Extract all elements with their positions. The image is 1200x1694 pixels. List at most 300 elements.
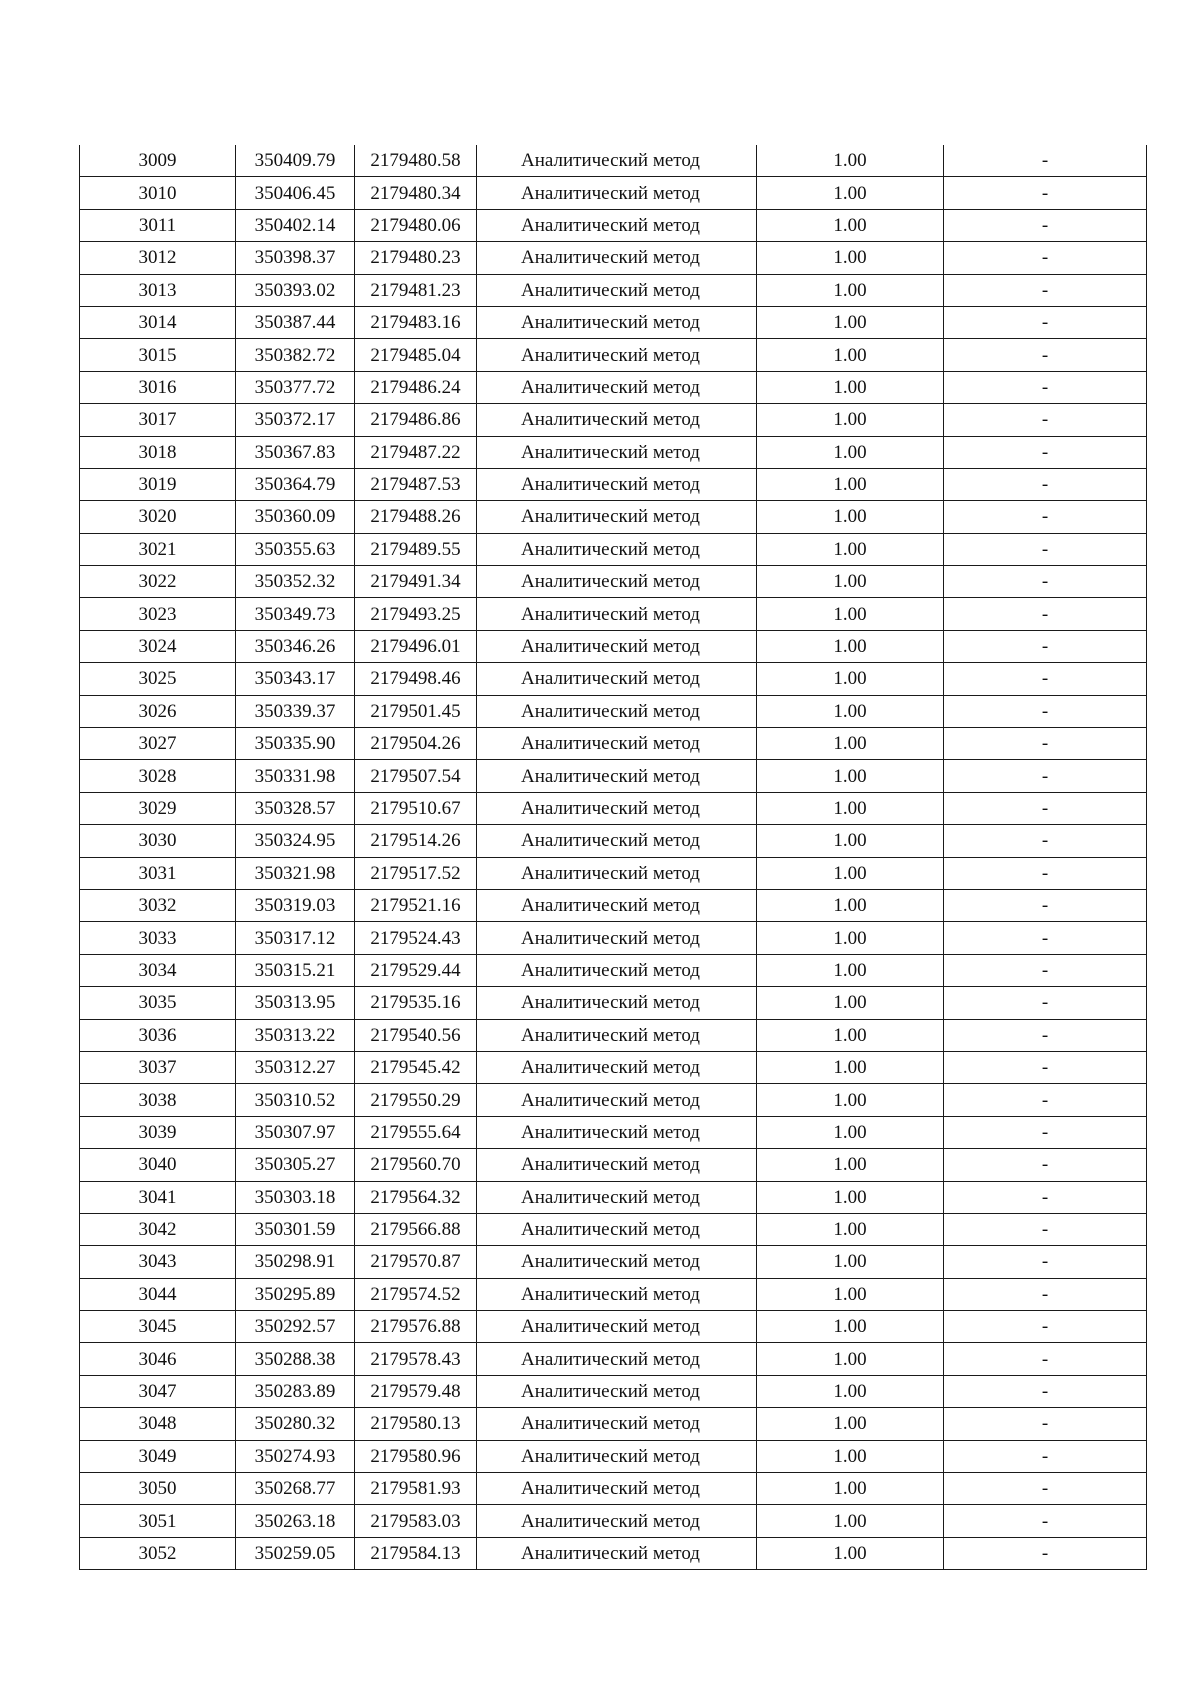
accuracy-cell: 1.00 [757, 436, 944, 468]
x-coordinate-cell: 350307.97 [236, 1116, 355, 1148]
y-coordinate-cell: 2179580.96 [355, 1440, 477, 1472]
table-row [80, 1505, 1147, 1537]
point-number-cell: 3015 [80, 339, 236, 371]
method-cell: Аналитический метод [477, 1149, 757, 1181]
accuracy-cell: 1.00 [757, 663, 944, 695]
method-cell: Аналитический метод [477, 501, 757, 533]
x-coordinate-cell: 350346.26 [236, 630, 355, 662]
point-number-cell: 3047 [80, 1375, 236, 1407]
note-cell: - [944, 339, 1147, 371]
x-coordinate-cell: 350268.77 [236, 1473, 355, 1505]
note-cell: - [944, 1343, 1147, 1375]
point-number-cell: 3026 [80, 695, 236, 727]
x-coordinate-cell: 350372.17 [236, 404, 355, 436]
method-cell: Аналитический метод [477, 436, 757, 468]
x-coordinate-cell: 350298.91 [236, 1246, 355, 1278]
x-coordinate-cell: 350310.52 [236, 1084, 355, 1116]
accuracy-cell: 1.00 [757, 274, 944, 306]
method-cell: Аналитический метод [477, 177, 757, 209]
accuracy-cell: 1.00 [757, 468, 944, 500]
x-coordinate-cell: 350382.72 [236, 339, 355, 371]
point-number-cell: 3021 [80, 533, 236, 565]
y-coordinate-cell: 2179480.58 [355, 145, 477, 177]
accuracy-cell: 1.00 [757, 1019, 944, 1051]
method-cell: Аналитический метод [477, 825, 757, 857]
point-number-cell: 3040 [80, 1149, 236, 1181]
note-cell: - [944, 792, 1147, 824]
note-cell: - [944, 274, 1147, 306]
accuracy-cell: 1.00 [757, 857, 944, 889]
point-number-cell: 3038 [80, 1084, 236, 1116]
note-cell: - [944, 436, 1147, 468]
table-row [80, 1084, 1147, 1116]
point-number-cell: 3014 [80, 306, 236, 338]
accuracy-cell: 1.00 [757, 792, 944, 824]
x-coordinate-cell: 350343.17 [236, 663, 355, 695]
table-row [80, 954, 1147, 986]
y-coordinate-cell: 2179486.86 [355, 404, 477, 436]
point-number-cell: 3052 [80, 1537, 236, 1569]
point-number-cell: 3016 [80, 371, 236, 403]
point-number-cell: 3042 [80, 1213, 236, 1245]
method-cell: Аналитический метод [477, 663, 757, 695]
method-cell: Аналитический метод [477, 1343, 757, 1375]
note-cell: - [944, 1051, 1147, 1083]
y-coordinate-cell: 2179576.88 [355, 1311, 477, 1343]
point-number-cell: 3010 [80, 177, 236, 209]
point-number-cell: 3013 [80, 274, 236, 306]
method-cell: Аналитический метод [477, 1440, 757, 1472]
table-row [80, 566, 1147, 598]
y-coordinate-cell: 2179488.26 [355, 501, 477, 533]
y-coordinate-cell: 2179529.44 [355, 954, 477, 986]
method-cell: Аналитический метод [477, 695, 757, 727]
x-coordinate-cell: 350313.95 [236, 987, 355, 1019]
note-cell: - [944, 825, 1147, 857]
point-number-cell: 3024 [80, 630, 236, 662]
y-coordinate-cell: 2179498.46 [355, 663, 477, 695]
table-row [80, 404, 1147, 436]
method-cell: Аналитический метод [477, 566, 757, 598]
accuracy-cell: 1.00 [757, 825, 944, 857]
table-row [80, 663, 1147, 695]
x-coordinate-cell: 350328.57 [236, 792, 355, 824]
accuracy-cell: 1.00 [757, 1149, 944, 1181]
y-coordinate-cell: 2179560.70 [355, 1149, 477, 1181]
accuracy-cell: 1.00 [757, 339, 944, 371]
method-cell: Аналитический метод [477, 1375, 757, 1407]
method-cell: Аналитический метод [477, 1181, 757, 1213]
note-cell: - [944, 371, 1147, 403]
y-coordinate-cell: 2179540.56 [355, 1019, 477, 1051]
method-cell: Аналитический метод [477, 404, 757, 436]
point-number-cell: 3011 [80, 209, 236, 241]
point-number-cell: 3049 [80, 1440, 236, 1472]
point-number-cell: 3022 [80, 566, 236, 598]
method-cell: Аналитический метод [477, 728, 757, 760]
note-cell: - [944, 598, 1147, 630]
note-cell: - [944, 468, 1147, 500]
accuracy-cell: 1.00 [757, 566, 944, 598]
method-cell: Аналитический метод [477, 468, 757, 500]
method-cell: Аналитический метод [477, 1213, 757, 1245]
note-cell: - [944, 695, 1147, 727]
accuracy-cell: 1.00 [757, 1537, 944, 1569]
y-coordinate-cell: 2179496.01 [355, 630, 477, 662]
method-cell: Аналитический метод [477, 533, 757, 565]
note-cell: - [944, 501, 1147, 533]
accuracy-cell: 1.00 [757, 728, 944, 760]
accuracy-cell: 1.00 [757, 987, 944, 1019]
y-coordinate-cell: 2179510.67 [355, 792, 477, 824]
note-cell: - [944, 987, 1147, 1019]
table-row [80, 1311, 1147, 1343]
accuracy-cell: 1.00 [757, 1408, 944, 1440]
point-number-cell: 3034 [80, 954, 236, 986]
y-coordinate-cell: 2179480.34 [355, 177, 477, 209]
table-row [80, 728, 1147, 760]
x-coordinate-cell: 350398.37 [236, 242, 355, 274]
x-coordinate-cell: 350321.98 [236, 857, 355, 889]
table-row [80, 760, 1147, 792]
x-coordinate-cell: 350313.22 [236, 1019, 355, 1051]
table-row [80, 1213, 1147, 1245]
x-coordinate-cell: 350305.27 [236, 1149, 355, 1181]
accuracy-cell: 1.00 [757, 1084, 944, 1116]
table-row [80, 468, 1147, 500]
y-coordinate-cell: 2179583.03 [355, 1505, 477, 1537]
method-cell: Аналитический метод [477, 630, 757, 662]
note-cell: - [944, 1019, 1147, 1051]
accuracy-cell: 1.00 [757, 501, 944, 533]
accuracy-cell: 1.00 [757, 209, 944, 241]
accuracy-cell: 1.00 [757, 242, 944, 274]
accuracy-cell: 1.00 [757, 145, 944, 177]
note-cell: - [944, 306, 1147, 338]
note-cell: - [944, 566, 1147, 598]
method-cell: Аналитический метод [477, 889, 757, 921]
table-row [80, 242, 1147, 274]
point-number-cell: 3018 [80, 436, 236, 468]
method-cell: Аналитический метод [477, 274, 757, 306]
y-coordinate-cell: 2179480.06 [355, 209, 477, 241]
point-number-cell: 3017 [80, 404, 236, 436]
method-cell: Аналитический метод [477, 1019, 757, 1051]
note-cell: - [944, 1473, 1147, 1505]
note-cell: - [944, 404, 1147, 436]
accuracy-cell: 1.00 [757, 1440, 944, 1472]
table-row [80, 922, 1147, 954]
table-row [80, 306, 1147, 338]
x-coordinate-cell: 350360.09 [236, 501, 355, 533]
method-cell: Аналитический метод [477, 1473, 757, 1505]
x-coordinate-cell: 350315.21 [236, 954, 355, 986]
table-row [80, 1473, 1147, 1505]
accuracy-cell: 1.00 [757, 760, 944, 792]
note-cell: - [944, 1440, 1147, 1472]
accuracy-cell: 1.00 [757, 533, 944, 565]
table-row [80, 987, 1147, 1019]
accuracy-cell: 1.00 [757, 1116, 944, 1148]
y-coordinate-cell: 2179487.22 [355, 436, 477, 468]
accuracy-cell: 1.00 [757, 1051, 944, 1083]
point-number-cell: 3020 [80, 501, 236, 533]
note-cell: - [944, 1181, 1147, 1213]
method-cell: Аналитический метод [477, 1278, 757, 1310]
accuracy-cell: 1.00 [757, 1473, 944, 1505]
y-coordinate-cell: 2179481.23 [355, 274, 477, 306]
y-coordinate-cell: 2179480.23 [355, 242, 477, 274]
table-row [80, 1019, 1147, 1051]
accuracy-cell: 1.00 [757, 1343, 944, 1375]
y-coordinate-cell: 2179491.34 [355, 566, 477, 598]
y-coordinate-cell: 2179574.52 [355, 1278, 477, 1310]
x-coordinate-cell: 350259.05 [236, 1537, 355, 1569]
x-coordinate-cell: 350355.63 [236, 533, 355, 565]
table-row [80, 1246, 1147, 1278]
x-coordinate-cell: 350263.18 [236, 1505, 355, 1537]
table-row [80, 1408, 1147, 1440]
point-number-cell: 3027 [80, 728, 236, 760]
table-row [80, 339, 1147, 371]
x-coordinate-cell: 350319.03 [236, 889, 355, 921]
note-cell: - [944, 1278, 1147, 1310]
y-coordinate-cell: 2179550.29 [355, 1084, 477, 1116]
x-coordinate-cell: 350409.79 [236, 145, 355, 177]
method-cell: Аналитический метод [477, 792, 757, 824]
note-cell: - [944, 663, 1147, 695]
point-number-cell: 3043 [80, 1246, 236, 1278]
accuracy-cell: 1.00 [757, 1505, 944, 1537]
table-row [80, 177, 1147, 209]
accuracy-cell: 1.00 [757, 1311, 944, 1343]
accuracy-cell: 1.00 [757, 1375, 944, 1407]
note-cell: - [944, 760, 1147, 792]
table-row [80, 695, 1147, 727]
table-row [80, 209, 1147, 241]
accuracy-cell: 1.00 [757, 1181, 944, 1213]
y-coordinate-cell: 2179521.16 [355, 889, 477, 921]
x-coordinate-cell: 350303.18 [236, 1181, 355, 1213]
method-cell: Аналитический метод [477, 371, 757, 403]
x-coordinate-cell: 350349.73 [236, 598, 355, 630]
y-coordinate-cell: 2179555.64 [355, 1116, 477, 1148]
y-coordinate-cell: 2179570.87 [355, 1246, 477, 1278]
accuracy-cell: 1.00 [757, 404, 944, 436]
table-row [80, 792, 1147, 824]
table-row [80, 1343, 1147, 1375]
x-coordinate-cell: 350301.59 [236, 1213, 355, 1245]
method-cell: Аналитический метод [477, 857, 757, 889]
y-coordinate-cell: 2179483.16 [355, 306, 477, 338]
x-coordinate-cell: 350335.90 [236, 728, 355, 760]
method-cell: Аналитический метод [477, 598, 757, 630]
point-number-cell: 3035 [80, 987, 236, 1019]
note-cell: - [944, 728, 1147, 760]
table-row [80, 1440, 1147, 1472]
point-number-cell: 3032 [80, 889, 236, 921]
x-coordinate-cell: 350288.38 [236, 1343, 355, 1375]
y-coordinate-cell: 2179486.24 [355, 371, 477, 403]
note-cell: - [944, 242, 1147, 274]
point-number-cell: 3012 [80, 242, 236, 274]
note-cell: - [944, 1375, 1147, 1407]
note-cell: - [944, 533, 1147, 565]
method-cell: Аналитический метод [477, 339, 757, 371]
coordinates-table [79, 145, 1147, 1570]
table-row [80, 825, 1147, 857]
note-cell: - [944, 1084, 1147, 1116]
y-coordinate-cell: 2179579.48 [355, 1375, 477, 1407]
table-row [80, 598, 1147, 630]
table-row [80, 1375, 1147, 1407]
coordinates-table-body [80, 145, 1147, 1570]
point-number-cell: 3044 [80, 1278, 236, 1310]
note-cell: - [944, 889, 1147, 921]
table-row [80, 371, 1147, 403]
accuracy-cell: 1.00 [757, 371, 944, 403]
point-number-cell: 3048 [80, 1408, 236, 1440]
table-row [80, 145, 1147, 177]
accuracy-cell: 1.00 [757, 954, 944, 986]
accuracy-cell: 1.00 [757, 1246, 944, 1278]
note-cell: - [944, 1505, 1147, 1537]
table-row [80, 630, 1147, 662]
accuracy-cell: 1.00 [757, 1278, 944, 1310]
point-number-cell: 3041 [80, 1181, 236, 1213]
x-coordinate-cell: 350274.93 [236, 1440, 355, 1472]
x-coordinate-cell: 350324.95 [236, 825, 355, 857]
point-number-cell: 3037 [80, 1051, 236, 1083]
point-number-cell: 3031 [80, 857, 236, 889]
x-coordinate-cell: 350331.98 [236, 760, 355, 792]
x-coordinate-cell: 350292.57 [236, 1311, 355, 1343]
note-cell: - [944, 1408, 1147, 1440]
point-number-cell: 3023 [80, 598, 236, 630]
point-number-cell: 3036 [80, 1019, 236, 1051]
note-cell: - [944, 1149, 1147, 1181]
y-coordinate-cell: 2179535.16 [355, 987, 477, 1019]
x-coordinate-cell: 350317.12 [236, 922, 355, 954]
method-cell: Аналитический метод [477, 242, 757, 274]
accuracy-cell: 1.00 [757, 695, 944, 727]
y-coordinate-cell: 2179578.43 [355, 1343, 477, 1375]
table-row [80, 1537, 1147, 1569]
method-cell: Аналитический метод [477, 760, 757, 792]
accuracy-cell: 1.00 [757, 306, 944, 338]
y-coordinate-cell: 2179545.42 [355, 1051, 477, 1083]
table-row [80, 274, 1147, 306]
table-row [80, 889, 1147, 921]
method-cell: Аналитический метод [477, 209, 757, 241]
y-coordinate-cell: 2179584.13 [355, 1537, 477, 1569]
table-row [80, 533, 1147, 565]
x-coordinate-cell: 350402.14 [236, 209, 355, 241]
method-cell: Аналитический метод [477, 145, 757, 177]
note-cell: - [944, 954, 1147, 986]
x-coordinate-cell: 350364.79 [236, 468, 355, 500]
note-cell: - [944, 1246, 1147, 1278]
method-cell: Аналитический метод [477, 922, 757, 954]
accuracy-cell: 1.00 [757, 630, 944, 662]
y-coordinate-cell: 2179489.55 [355, 533, 477, 565]
table-row [80, 1051, 1147, 1083]
point-number-cell: 3009 [80, 145, 236, 177]
y-coordinate-cell: 2179580.13 [355, 1408, 477, 1440]
y-coordinate-cell: 2179581.93 [355, 1473, 477, 1505]
y-coordinate-cell: 2179524.43 [355, 922, 477, 954]
y-coordinate-cell: 2179501.45 [355, 695, 477, 727]
method-cell: Аналитический метод [477, 306, 757, 338]
accuracy-cell: 1.00 [757, 922, 944, 954]
x-coordinate-cell: 350312.27 [236, 1051, 355, 1083]
x-coordinate-cell: 350367.83 [236, 436, 355, 468]
point-number-cell: 3019 [80, 468, 236, 500]
table-row [80, 857, 1147, 889]
y-coordinate-cell: 2179487.53 [355, 468, 477, 500]
x-coordinate-cell: 350352.32 [236, 566, 355, 598]
method-cell: Аналитический метод [477, 1537, 757, 1569]
point-number-cell: 3030 [80, 825, 236, 857]
note-cell: - [944, 1213, 1147, 1245]
table-row [80, 1116, 1147, 1148]
method-cell: Аналитический метод [477, 1311, 757, 1343]
note-cell: - [944, 857, 1147, 889]
accuracy-cell: 1.00 [757, 1213, 944, 1245]
note-cell: - [944, 209, 1147, 241]
x-coordinate-cell: 350387.44 [236, 306, 355, 338]
y-coordinate-cell: 2179493.25 [355, 598, 477, 630]
y-coordinate-cell: 2179485.04 [355, 339, 477, 371]
note-cell: - [944, 922, 1147, 954]
note-cell: - [944, 1537, 1147, 1569]
table-row [80, 1278, 1147, 1310]
x-coordinate-cell: 350393.02 [236, 274, 355, 306]
note-cell: - [944, 1311, 1147, 1343]
point-number-cell: 3050 [80, 1473, 236, 1505]
point-number-cell: 3045 [80, 1311, 236, 1343]
method-cell: Аналитический метод [477, 1084, 757, 1116]
note-cell: - [944, 630, 1147, 662]
y-coordinate-cell: 2179514.26 [355, 825, 477, 857]
x-coordinate-cell: 350377.72 [236, 371, 355, 403]
point-number-cell: 3028 [80, 760, 236, 792]
table-row [80, 436, 1147, 468]
point-number-cell: 3025 [80, 663, 236, 695]
method-cell: Аналитический метод [477, 954, 757, 986]
method-cell: Аналитический метод [477, 1116, 757, 1148]
method-cell: Аналитический метод [477, 1505, 757, 1537]
table-row [80, 1149, 1147, 1181]
method-cell: Аналитический метод [477, 1246, 757, 1278]
point-number-cell: 3039 [80, 1116, 236, 1148]
method-cell: Аналитический метод [477, 1051, 757, 1083]
table-row [80, 501, 1147, 533]
note-cell: - [944, 145, 1147, 177]
x-coordinate-cell: 350339.37 [236, 695, 355, 727]
point-number-cell: 3029 [80, 792, 236, 824]
point-number-cell: 3046 [80, 1343, 236, 1375]
x-coordinate-cell: 350406.45 [236, 177, 355, 209]
y-coordinate-cell: 2179564.32 [355, 1181, 477, 1213]
x-coordinate-cell: 350283.89 [236, 1375, 355, 1407]
y-coordinate-cell: 2179504.26 [355, 728, 477, 760]
y-coordinate-cell: 2179507.54 [355, 760, 477, 792]
accuracy-cell: 1.00 [757, 889, 944, 921]
y-coordinate-cell: 2179517.52 [355, 857, 477, 889]
accuracy-cell: 1.00 [757, 598, 944, 630]
x-coordinate-cell: 350280.32 [236, 1408, 355, 1440]
